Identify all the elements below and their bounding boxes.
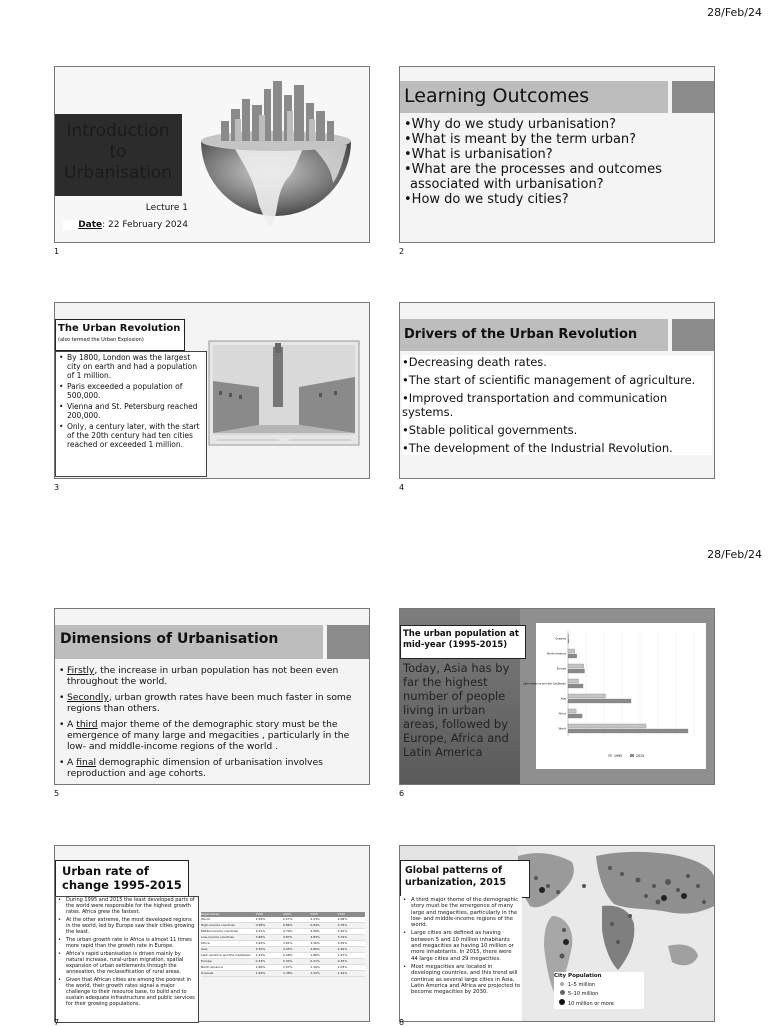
table-cell: 2.08% [283,953,293,957]
table-cell: 1.67% [337,953,348,957]
list-item: • Large cities are defined as having between 5 and 10 million inhabitants and megacities as having 10 million or more inhabitants. In 2015, there were 44 large cities and 29 megacities. [403,930,520,961]
date-value: : 22 February 2024 [102,220,188,230]
table-cell: 0.86% [283,923,293,927]
slide-7 [54,845,370,1022]
legend-label: 1995 [614,754,623,758]
pattern-list [403,897,520,997]
table-cell: 3.30% [255,947,266,951]
map-legend [554,972,644,1009]
list-item: •What are the processes and outcomes associated with urbanisation? [404,162,662,192]
list-item: • Vienna and St. Petersburg reached 200,000. [59,402,203,420]
slide-number: 2 [399,247,405,256]
slide-4 [399,302,715,479]
table-cell: 3.87% [283,935,293,939]
title-box [55,319,185,351]
table-cell: 1.38% [283,971,293,975]
table-header: Region/Area 1995 2000 2005 2010 [201,912,365,917]
table-cell: North America [201,965,223,969]
category-label: World [558,727,566,731]
table-cell: 1.46% [255,971,266,975]
slide-title: Urban rate of change 1995-2015 [62,864,182,892]
table-cell: 2.80% [310,947,320,951]
slide-3 [54,302,370,479]
slide-title: Learning Outcomes [404,85,590,107]
table-cell: Europe [201,959,212,963]
list-item: • The urban growth rate in Africa is almost 11 times more rapid than the growth rate in Europe. [58,937,195,949]
title-box [400,625,526,659]
slide-title: The urban population at mid-year (1995-2015) [403,629,519,650]
list-item: • Given that African cities are among the poorest in the world, their growth rates signal a major challenge to their resource base, to build and to sustain adequate infrastructure and public services for their growing populations. [58,977,195,1007]
table-cell: World [201,917,210,921]
slide-number: 8 [399,1018,405,1027]
table-cell: 2.56% [310,929,320,933]
date-line [63,220,188,230]
table-cell: Latin America and the Caribbean [201,953,251,957]
body-text: Today, Asia has by far the highest number of people living in urban areas, followed by Europe, Africa and Latin America [403,661,510,759]
table-cell: 3.55% [337,941,348,945]
list-item: •How do we study cities? [404,192,569,207]
slide-title: Drivers of the Urban Revolution [404,327,638,342]
globe-city-image [183,75,369,241]
bar-2015 [568,669,585,673]
table-cell: 2.49% [337,947,348,951]
header-accent [672,319,714,351]
table-cell: 0.41% [310,959,320,963]
table-row [201,971,365,977]
table-cell: 1.03% [337,965,348,969]
slide-8 [399,845,715,1022]
category-label: North America [547,652,566,656]
table-cell: 1.44% [337,971,348,975]
legend-label: 2015 [636,754,645,758]
category-label: Asia [560,697,566,701]
driver-list [402,355,712,455]
table-cell: Asia [201,947,208,951]
table-cell: Oceania [201,971,214,975]
table-cell: 0.34% [255,959,266,963]
slide-title: The Urban Revolution [58,323,181,334]
title-box [55,860,189,898]
table-cell: 2.23% [310,917,320,921]
table-cell: 1.66% [255,965,266,969]
bar-2015 [568,714,582,718]
rate-list [58,897,195,1009]
table-cell: 3.56% [310,941,320,945]
table-body [201,917,365,977]
slide-5 [54,608,370,785]
list-item: • Firstly, the increase in urban population has not been even throughout the world. [59,665,359,687]
list-item: • A third major theme of the demographic story must be the emergence of many large and megacities , particularly in the low- and middle-income regions of the world . [59,719,359,752]
bar-1995 [568,649,575,653]
table-cell: 2.91% [255,929,266,933]
bar-1995 [568,709,576,713]
list-item: •The development of the Industrial Revolution. [402,441,673,455]
slide-2 [399,66,715,243]
list-item: • By 1800, London was the largest city on earth and had a population of 1 million. [59,353,203,380]
page-date: 28/Feb/24 [707,6,762,19]
slide-subtitle: (also termed the Urban Explosion) [58,337,144,343]
list-item: • At the other extreme, the most developed regions in the world, led by Europe saw their cities growing the least. [58,917,195,935]
legend-item: 10 million or more [554,999,644,1009]
bar-1995 [568,694,606,698]
category-label: Latin America and the Caribbean [523,682,566,686]
legend-item: 5–10 million [554,990,644,999]
list-item: •The start of scientific management of agriculture. [402,373,696,387]
slide-number: 3 [54,483,60,492]
table-cell: 0.34% [283,959,293,963]
bar-2015 [568,684,583,688]
table-cell: 0.78% [337,923,348,927]
table-cell: Middle-income countries [201,929,238,933]
list-item: • Africa's rapid urbanisation is driven mainly by natural increase, rural-urban migration, spatial expansion of urban settlements through the annexation, the reclassification of rural areas. [58,951,195,975]
table-cell: 2.29% [255,953,266,957]
list-item: •Why do we study urbanisation? [404,117,617,132]
table-cell: 2.27% [283,917,293,921]
list-item: • Most megacities are located in developing countries, and this trend will continue as several large cities in Asia, Latin America and Africa are projected to become megacities by 2030. [403,964,520,995]
bar-2015 [568,654,577,658]
table-cell: 1.16% [310,965,320,969]
legend-title: City Population [554,973,602,979]
table-cell: 3.61% [283,941,293,945]
table-cell: 1.52% [310,971,320,975]
list-item: •Decreasing death rates. [402,355,547,369]
lecture-label: Lecture 1 [145,203,188,213]
list-item: •Improved transportation and communication systems. [402,391,668,419]
bar-1995 [568,634,569,638]
bar-1995 [568,664,584,668]
table-cell: 2.08% [337,917,348,921]
list-item: • A third major theme of the demographic story must be the emergence of many large and megacities, particularly in the low- and middle-income regions of the world. [403,897,520,928]
bar-1995 [568,679,579,683]
table-cell: 3.86% [255,935,266,939]
table-cell: 3.46% [255,941,266,945]
table-cell: 0.98% [255,923,266,927]
header-accent [672,81,714,113]
outcome-list [404,117,704,207]
slide-title: Introduction to Urbanisation [64,121,172,183]
bar-2015 [568,639,569,643]
list-item: •What is meant by the term urban? [404,132,637,147]
page-date: 28/Feb/24 [707,548,762,561]
header-accent [327,625,369,659]
table-cell: 2.30% [337,929,348,933]
slide-number: 1 [54,247,60,256]
table-cell: 0.35% [337,959,348,963]
bar-2015 [568,729,688,733]
bar-2015 [568,699,631,703]
slide-title: Global patterns of urbanization, 2015 [405,865,507,888]
table-cell: 1.86% [310,953,320,957]
growth-rate-table [201,912,365,977]
list-item: • Paris exceeded a population of 500,000. [59,382,203,400]
date-label: Date [78,220,103,230]
table-cell: Low-income countries [201,935,234,939]
table-cell: Africa [201,941,210,945]
table-cell: 2.79% [283,929,293,933]
list-item: • During 1995 and 2015 the least developed parts of the world were responsible for the highest growth rates. Africa grew the fastest. [58,897,195,915]
table-cell: 3.05% [283,947,293,951]
slide-1 [54,66,370,243]
list-item: •What is urbanisation? [404,147,553,162]
table-cell: 1.57% [283,965,293,969]
urban-population-chart [523,623,706,769]
bar-1995 [568,724,646,728]
london-street-engraving [209,341,359,445]
table-cell: 0.84% [310,923,320,927]
table-cell: 2.56% [255,917,266,921]
legend-item: 1–5 million [554,981,644,990]
slide-number: 4 [399,483,405,492]
category-label: Europe [556,667,566,671]
category-label: Africa [558,712,566,716]
title-box [400,860,530,898]
category-label: Oceania [555,637,566,641]
table-cell: High-income countries [201,923,235,927]
list-item: • Only, a century later, with the start of the 20th century had ten cities reached or exceeded 1 million. [59,422,203,449]
fact-list [59,353,203,451]
slide-6 [399,608,715,785]
slide-number: 7 [54,1018,60,1027]
slide-title: Dimensions of Urbanisation [60,631,279,647]
dimension-list [59,665,359,779]
list-item: • A final demographic dimension of urbanisation involves reproduction and age cohorts. [59,757,359,779]
list-item: • Secondly, urban growth rates have been much faster in some regions than others. [59,692,359,714]
list-item: •Stable political governments. [402,423,578,437]
slide-number: 5 [54,789,60,798]
legend-swatch [630,754,634,757]
legend-swatch [608,754,612,757]
table-cell: 3.83% [310,935,320,939]
slide-number: 6 [399,789,405,798]
table-cell: 3.79% [337,935,348,939]
